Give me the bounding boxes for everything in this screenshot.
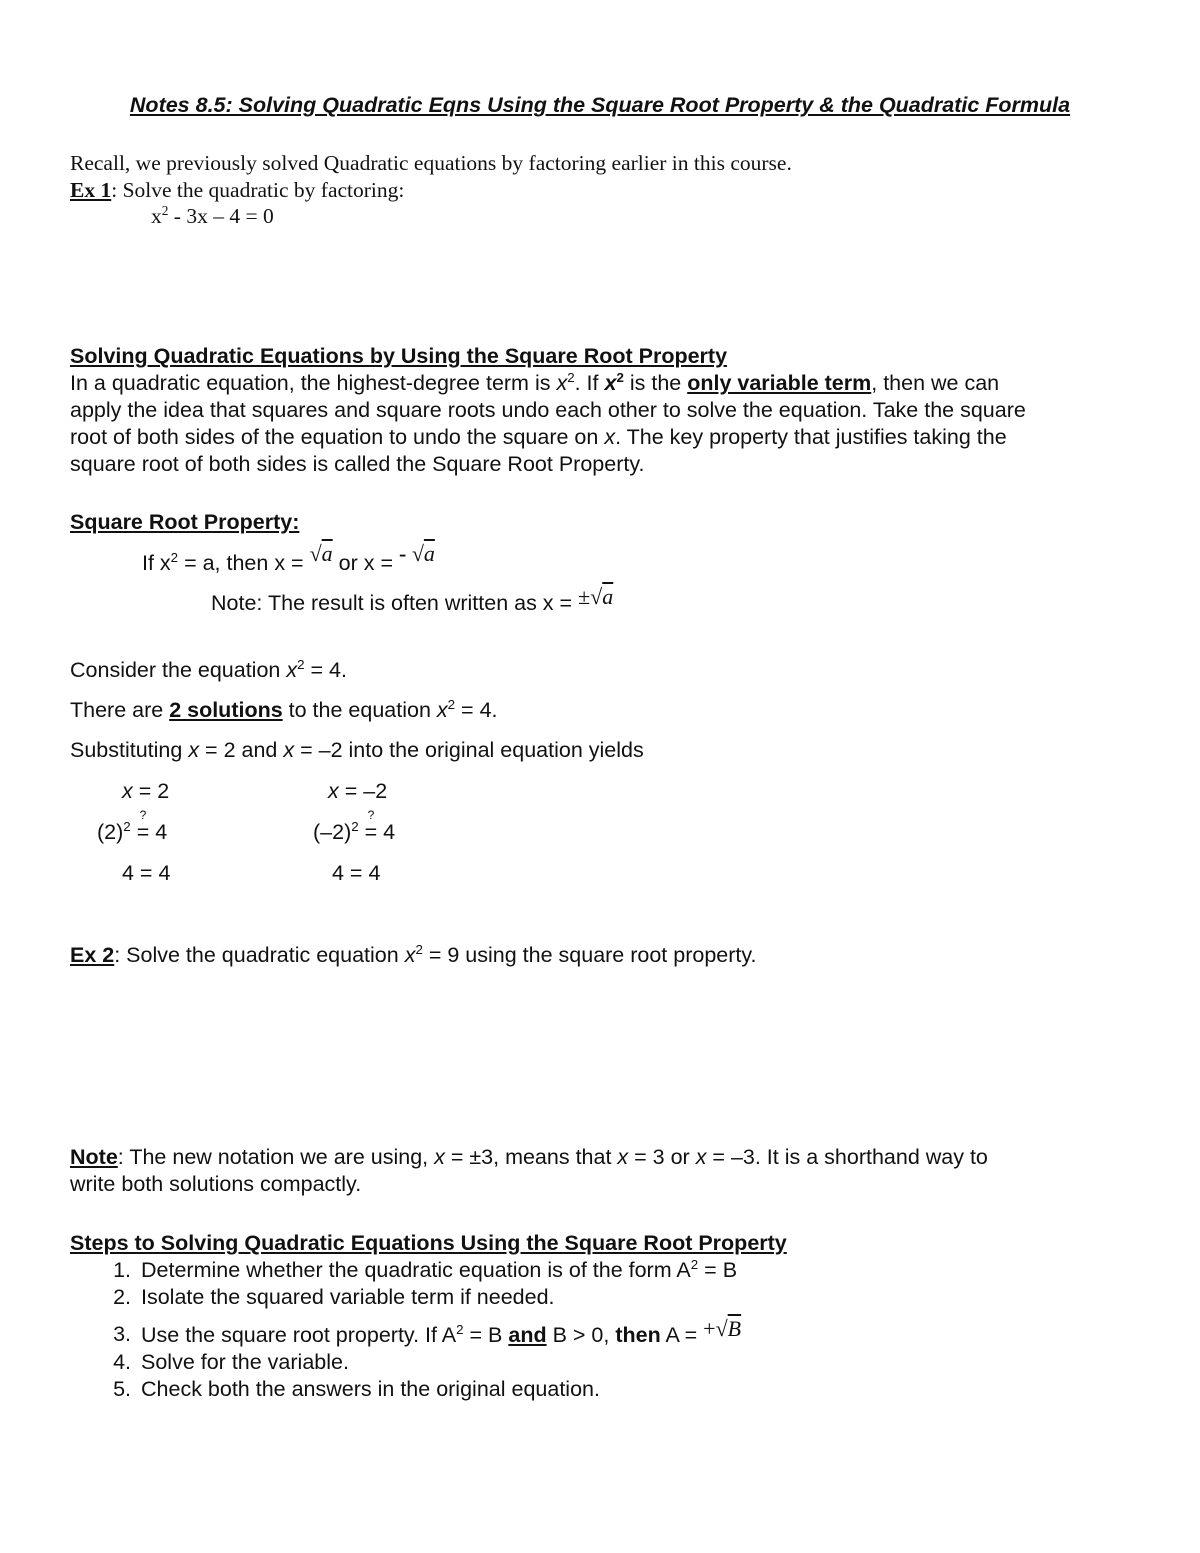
- consider-x: x: [286, 658, 298, 682]
- step-3-d: A =: [660, 1323, 704, 1347]
- note-line2: write both solutions compactly.: [70, 1172, 362, 1196]
- step-1-num: 1.: [113, 1258, 131, 1282]
- two-sol-a: There are: [70, 698, 170, 722]
- ex2-label: Ex 2: [70, 943, 115, 967]
- subst-b: = 2 and: [199, 738, 284, 762]
- cl-qeq: ? =: [136, 808, 150, 844]
- cl-sub: (2): [97, 820, 124, 844]
- line3-x: x: [604, 425, 616, 449]
- sqrt-a-radicand: a: [321, 541, 333, 566]
- pm-sqrt-radicand: a: [602, 584, 614, 609]
- consider-a: Consider the equation: [70, 658, 287, 682]
- srp-paragraph-line2: apply the idea that squares and square roots undo each other to solve the equation. Take the square: [70, 398, 1026, 422]
- check-left-result: 4 = 4: [122, 861, 171, 885]
- check-right-x: [328, 779, 387, 804]
- check-right-sub: [313, 808, 396, 845]
- step-3-a: Use the square root property. If A: [141, 1323, 457, 1347]
- ex1-text: : Solve the quadratic by factoring:: [111, 178, 405, 202]
- ex2-a: : Solve the quadratic equation: [114, 943, 405, 967]
- ex1-equation: [151, 204, 274, 229]
- p1-x2: x: [604, 371, 617, 395]
- neg-sign: -: [398, 541, 407, 566]
- rule-sup: 2: [170, 549, 179, 565]
- ex1-eq-rest: - 3x – 4 = 0: [168, 204, 274, 228]
- consider-line3: [70, 738, 644, 763]
- p1-sup: 2: [567, 369, 575, 385]
- consider-sup: 2: [297, 656, 305, 672]
- check-left-x: [122, 779, 169, 804]
- step-2-num: 2.: [113, 1285, 131, 1309]
- step-2: [113, 1285, 555, 1310]
- step-3-pm: +: [703, 1316, 716, 1341]
- sqrt-a-symbol: √a: [309, 541, 333, 566]
- cr-sup: 2: [351, 818, 359, 834]
- srp-note: [211, 584, 614, 616]
- p1-bold: only variable term: [687, 371, 872, 395]
- step-2-a: Isolate the squared variable term if needed.: [141, 1285, 555, 1309]
- p1-d: , then we can: [871, 371, 1000, 395]
- p1-c: is the: [623, 371, 688, 395]
- cl-rhs: 4: [149, 820, 168, 844]
- srp-heading: Square Root Property:: [70, 510, 300, 534]
- subst-x2: x: [283, 738, 295, 762]
- step-3-num: 3.: [113, 1322, 131, 1346]
- step-3-sup: 2: [456, 1321, 464, 1337]
- step-3: [113, 1316, 742, 1348]
- ex2-line: [70, 943, 757, 968]
- check-right-result: 4 = 4: [332, 861, 381, 885]
- step-1: [113, 1256, 738, 1283]
- srp-rule: [142, 541, 435, 576]
- step-4: [113, 1350, 349, 1375]
- note-c: = 3 or: [628, 1145, 696, 1169]
- step-3-and: and: [508, 1323, 547, 1347]
- srp-paragraph-line1: [70, 371, 999, 396]
- ex2-sup: 2: [415, 941, 423, 957]
- note-d: = –3. It is a shorthand way to: [706, 1145, 988, 1169]
- p1-b: . If: [574, 371, 605, 395]
- two-sol-sup: 2: [447, 696, 456, 712]
- srp-paragraph-line4: square root of both sides is called the Square Root Property.: [70, 452, 645, 476]
- consider-line1: [70, 658, 347, 683]
- cr-q: ?: [367, 808, 375, 822]
- note-x3: x: [695, 1145, 707, 1169]
- pm-sqrt-a-symbol: ±√a: [578, 584, 614, 609]
- step-1-sup: 2: [690, 1256, 699, 1272]
- note-line1: [70, 1145, 988, 1170]
- step-4-num: 4.: [113, 1350, 131, 1374]
- step-5-a: Check both the answers in the original equation.: [141, 1377, 600, 1401]
- neg-sqrt-radicand: a: [423, 541, 435, 566]
- p1-x: x: [556, 371, 568, 395]
- cr-rhs: 4: [377, 820, 396, 844]
- ex2-b: = 9 using the square root property.: [422, 943, 757, 967]
- check-left-sub: [97, 808, 168, 845]
- srp-note-text: Note: The result is often written as x =: [211, 591, 579, 615]
- ex1-line: [70, 178, 404, 203]
- two-sol-b: to the equation: [282, 698, 437, 722]
- recall-text: Recall, we previously solved Quadratic equations by factoring earlier in this course.: [70, 151, 792, 175]
- note-label: Note: [70, 1145, 118, 1169]
- subst-c: = –2 into the original equation yields: [294, 738, 644, 762]
- rule-a: If x: [142, 551, 171, 575]
- neg-sqrt-a-symbol: - √a: [398, 541, 435, 566]
- page-title: Notes 8.5: Solving Quadratic Eqns Using the Square Root Property & the Quadratic Formula: [129, 93, 1071, 117]
- cl-sup: 2: [123, 818, 131, 834]
- step-4-a: Solve for the variable.: [141, 1350, 349, 1374]
- rule-b: = a, then x =: [178, 551, 310, 575]
- cr-eq: = –2: [338, 779, 388, 803]
- srp-paragraph-line3: [70, 425, 1007, 450]
- step-5: [113, 1377, 600, 1402]
- step-1-a: Determine whether the quadratic equation is of the form A: [141, 1258, 691, 1282]
- cl-q: ?: [139, 808, 147, 822]
- pm-sign: ±: [578, 584, 591, 609]
- note-a: : The new notation we are using,: [117, 1145, 435, 1169]
- two-sol-c: = 4.: [455, 698, 498, 722]
- step-3-c: B > 0,: [546, 1323, 616, 1347]
- step-1-b: = B: [698, 1258, 738, 1282]
- consider-line2: [70, 698, 498, 723]
- ex2-x: x: [404, 943, 416, 967]
- p1-sup2: 2: [616, 369, 624, 385]
- line3-a: root of both sides of the equation to undo the square on: [70, 425, 605, 449]
- section-heading-srp: Solving Quadratic Equations by Using the Square Root Property: [70, 344, 728, 368]
- note-b: = ±3, means that: [444, 1145, 618, 1169]
- consider-b: = 4.: [304, 658, 347, 682]
- two-solutions-bold: 2 solutions: [169, 698, 283, 722]
- note-x1: x: [434, 1145, 445, 1169]
- cl-x: x: [122, 779, 133, 803]
- rule-c: or x =: [332, 551, 399, 575]
- cr-qeq: ? =: [364, 808, 378, 844]
- steps-heading: Steps to Solving Quadratic Equations Using the Square Root Property: [70, 1231, 787, 1255]
- step-5-num: 5.: [113, 1377, 131, 1401]
- cr-x: x: [328, 779, 339, 803]
- ex1-eq-sup: 2: [161, 202, 169, 218]
- two-sol-x: x: [436, 698, 448, 722]
- p1-a: In a quadratic equation, the highest-degree term is: [70, 371, 557, 395]
- step-3-then: then: [615, 1323, 661, 1347]
- note-x2: x: [617, 1145, 629, 1169]
- line3-b: . The key property that justifies taking the: [615, 425, 1007, 449]
- step-3-radicand: B: [727, 1316, 742, 1341]
- ex1-label: Ex 1: [70, 178, 112, 202]
- cl-eq: = 2: [132, 779, 170, 803]
- subst-a: Substituting: [70, 738, 189, 762]
- cr-sub: (–2): [313, 820, 352, 844]
- step-3-b: = B: [463, 1323, 509, 1347]
- pm-sqrt-b-symbol: +√B: [703, 1316, 742, 1341]
- ex1-eq-x: x: [151, 204, 162, 228]
- subst-x1: x: [188, 738, 200, 762]
